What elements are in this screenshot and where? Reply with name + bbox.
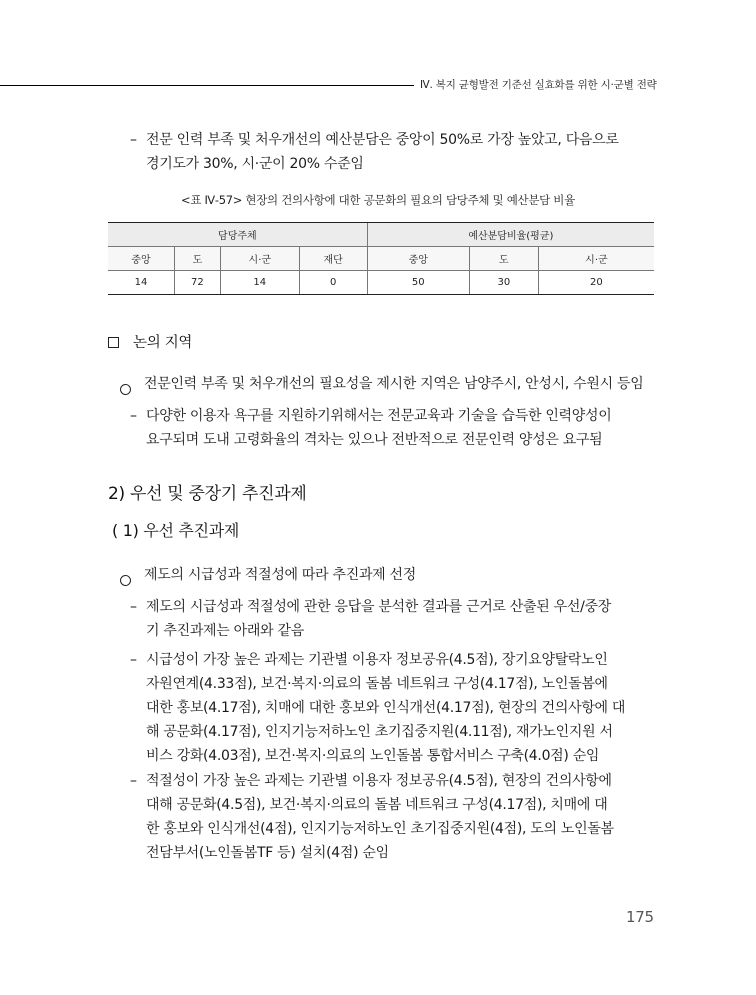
table-cell: 72 <box>174 271 220 295</box>
dash-marker: – <box>130 408 137 424</box>
table-cell: 20 <box>538 271 654 295</box>
circle-bullet-icon <box>120 575 131 586</box>
section-item-line: 비스 강화(4.03점), 보건·복지·의료의 노인돌봄 통합서비스 구축(4.0점) 순임 <box>146 748 600 764</box>
discussion-heading-text: 논의 지역 <box>133 335 193 351</box>
sub-header: 중앙 <box>108 247 174 271</box>
section-item-line: 대한 홍보(4.17점), 치매에 대한 홍보와 인식개선(4.17점), 현장의 건의사항에 대 <box>146 700 626 716</box>
discussion-line-2: 요구되며 도내 고령화율의 격차는 있으나 전반적으로 전문인력 양성은 요구됨 <box>146 432 603 448</box>
section-item <box>130 595 660 643</box>
section-item-line: 제도의 시급성과 적절성에 관한 응답을 분석한 결과를 근거로 산출된 우선/중장 <box>146 599 611 615</box>
table-cell: 0 <box>299 271 367 295</box>
discussion-item <box>130 404 660 452</box>
intro-item <box>130 128 660 176</box>
intro-line-1: 전문 인력 부족 및 처우개선의 예산분담은 중앙이 50%로 가장 높았고, 다음으로 <box>146 132 619 148</box>
discussion-heading <box>108 331 192 352</box>
table-cell: 50 <box>367 271 469 295</box>
table-cell: 30 <box>469 271 538 295</box>
section-item-line: 한 홍보와 인식개선(4점), 인지기능저하노인 초기집중지원(4점), 도의 노인돌봄 <box>146 821 614 837</box>
checkbox-square-icon <box>108 337 119 348</box>
discussion-bullet-text: 전문인력 부족 및 처우개선의 필요성을 제시한 지역은 남양주시, 안성시, 수원시 등임 <box>144 376 644 392</box>
section-item-line: 적절성이 가장 높은 과제는 기관별 이용자 정보공유(4.5점), 현장의 건의사항에 <box>146 773 612 789</box>
sub-header: 재단 <box>299 247 367 271</box>
section-bullet-text: 제도의 시급성과 적절성에 따라 추진과제 선정 <box>144 567 417 583</box>
discussion-bullet <box>120 372 660 396</box>
section-item-line: 전담부서(노인돌봄TF 등) 설치(4점) 순임 <box>146 845 389 861</box>
table-cell: 14 <box>108 271 174 295</box>
dash-marker: – <box>130 773 137 789</box>
sub-header: 시·군 <box>220 247 299 271</box>
subsection-heading: ( 1) 우선 추진과제 <box>112 521 240 540</box>
sub-header: 도 <box>174 247 220 271</box>
dash-marker: – <box>130 132 137 148</box>
dash-marker: – <box>130 599 137 615</box>
table-row <box>108 271 654 295</box>
section-item-line: 해 공문화(4.17점), 인지기능저하노인 초기집중지원(4.11점), 재가노인지원 서 <box>146 724 613 740</box>
section-item-line: 대해 공문화(4.5점), 보건·복지·의료의 돌봄 네트워크 구성(4.17점), 치매에 대 <box>146 797 608 813</box>
group-header-responsibility: 담당주체 <box>108 223 367 247</box>
section-item <box>130 648 660 768</box>
dash-marker: – <box>130 652 137 668</box>
header-rule <box>0 85 414 86</box>
group-header-budget-ratio: 예산분담비율(평균) <box>367 223 654 247</box>
section-item-line: 기 추진과제는 아래와 같음 <box>146 623 304 639</box>
sub-header: 도 <box>469 247 538 271</box>
section-bullet <box>120 563 660 587</box>
page-number: 175 <box>626 908 654 926</box>
intro-line-2: 경기도가 30%, 시·군이 20% 수준임 <box>146 156 364 172</box>
section-item <box>130 769 660 865</box>
section-item-line: 자원연계(4.33점), 보건·복지·의료의 돌봄 네트워크 구성(4.17점), 노인돌봄에 <box>146 676 608 692</box>
running-header: Ⅳ. 복지 균형발전 기준선 실효화를 위한 시·군별 전략 <box>420 79 657 91</box>
table-caption: <표 Ⅳ-57> 현장의 건의사항에 대한 공문화의 필요의 담당주체 및 예산분담 비율 <box>181 193 575 207</box>
table-cell: 14 <box>220 271 299 295</box>
circle-bullet-icon <box>120 384 131 395</box>
sub-header: 중앙 <box>367 247 469 271</box>
section-heading: 2) 우선 및 중장기 추진과제 <box>108 484 307 504</box>
section-item-line: 시급성이 가장 높은 과제는 기관별 이용자 정보공유(4.5점), 장기요양탈락노인 <box>146 652 608 668</box>
sub-header: 시·군 <box>538 247 654 271</box>
budget-table <box>108 222 654 295</box>
discussion-line-1: 다양한 이용자 욕구를 지원하기위해서는 전문교육과 기술을 습득한 인력양성이 <box>146 408 612 424</box>
